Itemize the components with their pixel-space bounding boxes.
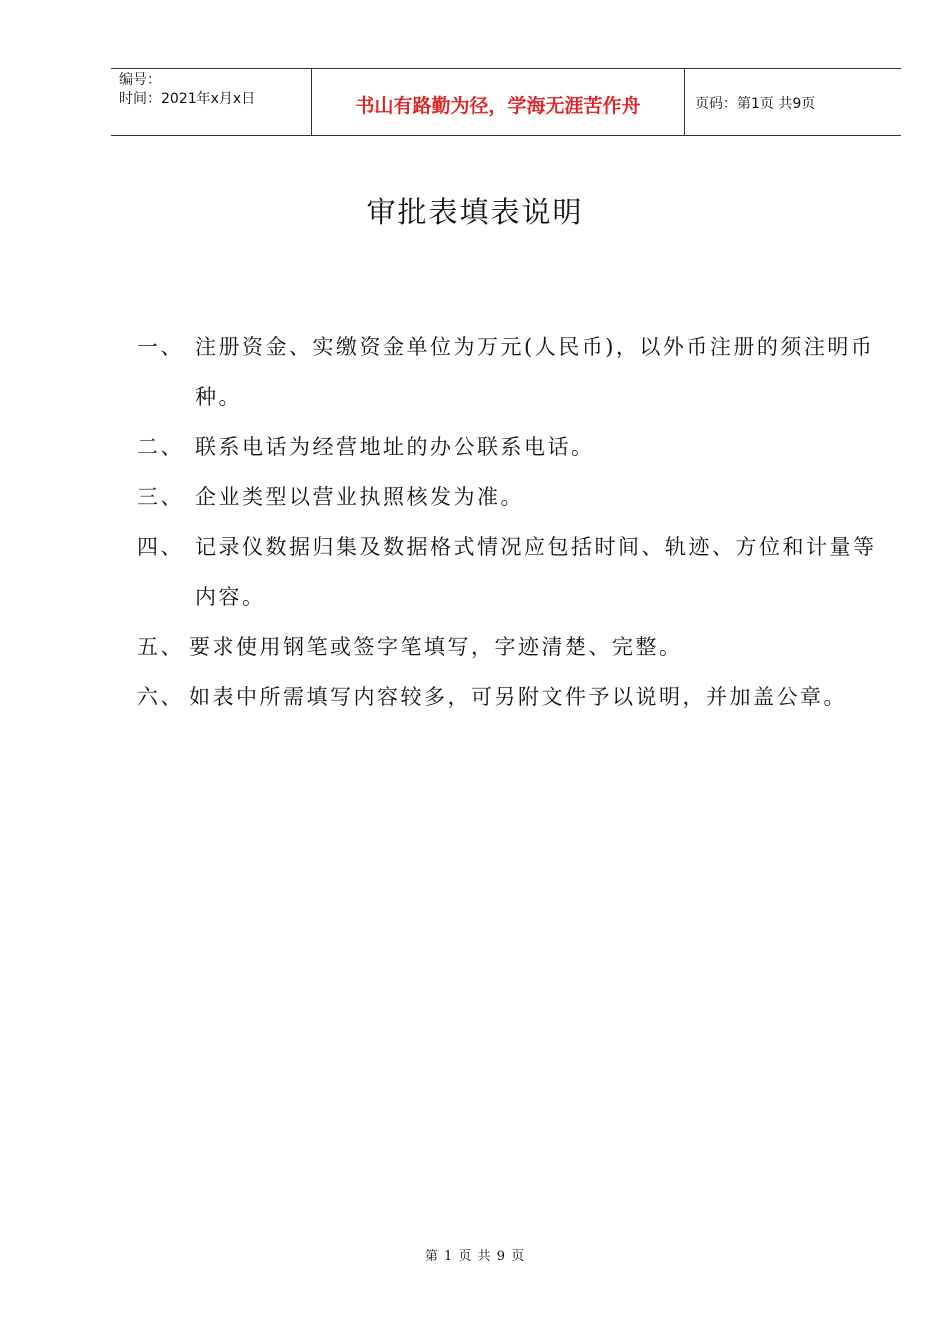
item-text: 联系电话为经营地址的办公联系电话。	[195, 435, 595, 459]
item-number: 四、	[137, 535, 184, 559]
list-item	[137, 472, 882, 522]
document-number-label: 编号：	[119, 72, 161, 88]
document-time: 时间：2021年x月x日	[119, 91, 256, 107]
header-motto: 书山有路勤为径，学海无涯苦作舟	[312, 69, 685, 135]
document-title: 审批表填表说明	[366, 195, 584, 229]
instruction-list	[137, 322, 882, 722]
list-item	[137, 622, 882, 672]
item-text: 注册资金、实缴资金单位为万元(人民币)，以外币注册的须注明币种。	[195, 335, 875, 409]
item-number: 五、	[137, 635, 184, 659]
item-number: 三、	[137, 485, 184, 509]
item-text: 如表中所需填写内容较多，可另附文件予以说明，并加盖公章。	[189, 685, 847, 709]
list-item	[137, 422, 882, 472]
header-meta	[111, 69, 312, 135]
page-footer: 第 1 页 共 9 页	[424, 1249, 526, 1264]
item-text: 记录仪数据归集及数据格式情况应包括时间、轨迹、方位和计量等内容。	[195, 535, 877, 609]
list-item	[137, 672, 882, 722]
list-item	[137, 522, 882, 622]
item-text: 要求使用钢笔或签字笔填写，字迹清楚、完整。	[189, 635, 683, 659]
list-item	[137, 322, 882, 422]
page-header	[111, 68, 901, 136]
item-number: 二、	[137, 435, 184, 459]
item-number: 六、	[137, 685, 184, 709]
header-page-info: 页码：第1页 共9页	[695, 96, 816, 112]
item-text: 企业类型以营业执照核发为准。	[195, 485, 524, 509]
item-number: 一、	[137, 335, 184, 359]
